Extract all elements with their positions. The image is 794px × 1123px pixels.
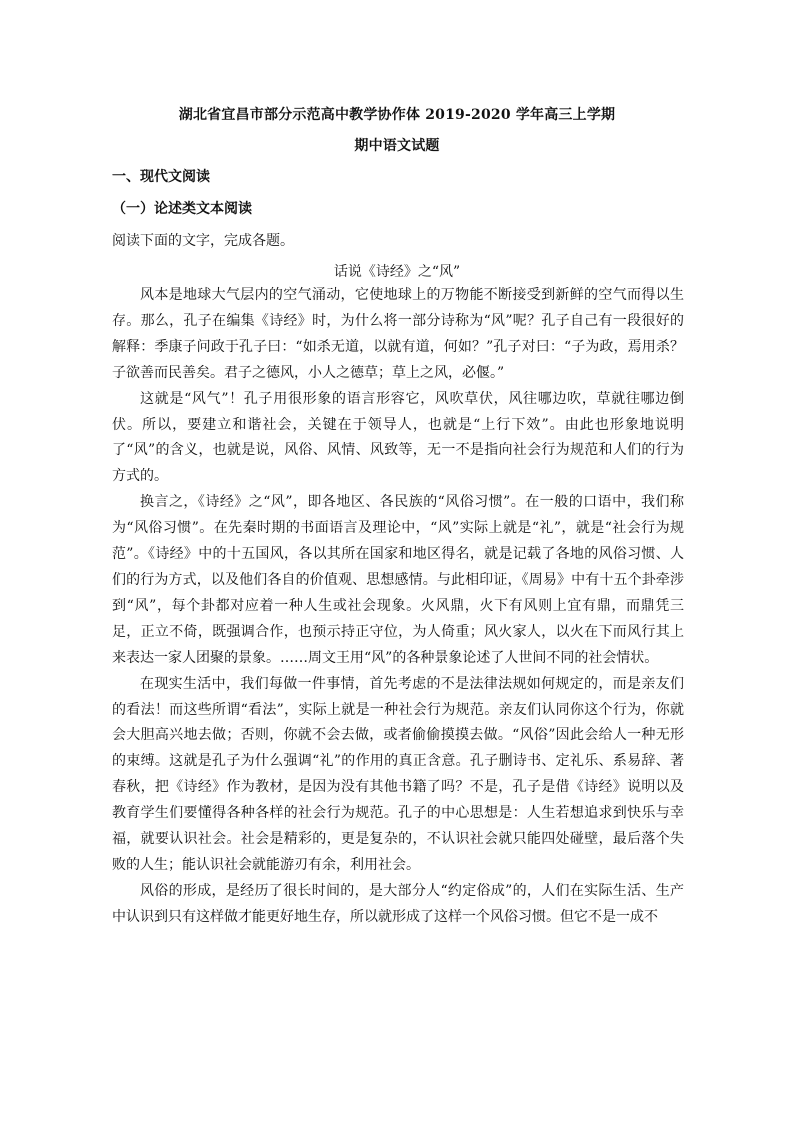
- instruction-text: 阅读下面的文字，完成各题。: [112, 233, 294, 249]
- paragraph: 风本是地球大气层内的空气涌动，它使地球上的万物能不断接受到新鲜的空气而得以生存。那么，孔子在编集《诗经》时，为什么将一部分诗称为“风”呢？孔子自己有一段很好的解释：季康子问政于孔子曰：“如杀无道，以就有道，何如？”孔子对曰：“子为政，焉用杀？子欲善而民善矣。君子之德风，小人之德草；草上之风，必偃。”: [112, 287, 684, 381]
- paragraph: 在现实生活中，我们每做一件事情，首先考虑的不是法律法规如何规定的，而是亲友们的看法！而这些所谓“看法”，实际上就是一种社会行为规范。亲友们认同你这个行为，你就会大胆高兴地去做；否则，你就不会去做，或者偷偷摸摸去做。“风俗”因此会给人一种无形的束缚。这就是孔子为什么强调“礼”的作用的真正含意。孔子删诗书、定礼乐、系易辞、著春秋，把《诗经》作为教材，是因为没有其他书籍了吗？不是，孔子是借《诗经》说明以及教育学生们要懂得各种各样的社会行为规范。孔子的中心思想是：人生若想追求到快乐与幸福，就要认识社会。社会是精彩的，更是复杂的，不认识社会就只能四处碰壁，最后落个失败的人生；能认识社会就能游刃有余，利用社会。: [112, 675, 684, 873]
- article-body: [112, 283, 684, 931]
- article-title: 话说《诗经》之“风”: [333, 264, 461, 280]
- paragraph: 这就是“风气”！孔子用很形象的语言形容它，风吹草伏，风往哪边吹，草就往哪边倒伏。所以，要建立和谐社会，关键在于领导人，也就是“上行下效”。由此也形象地说明了“风”的含义，也就是说，风俗、风情、风致等，无一不是指向社会行为规范和人们的行为方式的。: [112, 390, 684, 485]
- document-title-line1: 湖北省宜昌市部分示范高中教学协作体 2019-2020 学年高三上学期: [178, 107, 616, 123]
- document-title-line2: 期中语文试题: [354, 138, 440, 154]
- section-heading: 一、现代文阅读: [112, 169, 210, 185]
- subsection-heading: （一）论述类文本阅读: [112, 201, 252, 217]
- paragraph: 换言之，《诗经》之“风”，即各地区、各民族的“风俗习惯”。在一般的口语中，我们称为“风俗习惯”。在先秦时期的书面语言及理论中，“风”实际上就是“礼”，就是“社会行为规范”。《诗经》中的十五国风，各以其所在国家和地区得名，就是记载了各地的风俗习惯、人们的行为方式，以及他们各自的价值观、思想感情。与此相印证，《周易》中有十五个卦牵涉到“风”，每个卦都对应着一种人生或社会现象。火风鼎，火下有风则上宜有鼎，而鼎凭三足，正立不倚，既强调合作，也预示持正守位，为人倚重；风火家人，以火在下而风行其上来表达一家人团聚的景象。……周文王用“风”的各种景象论述了人世间不同的社会情状。: [112, 494, 684, 666]
- paragraph: 风俗的形成，是经历了很长时间的，是大部分人“约定俗成”的，人们在实际生活、生产中认识到只有这样做才能更好地生存，所以就形成了这样一个风俗习惯。但它不是一成不: [112, 882, 684, 925]
